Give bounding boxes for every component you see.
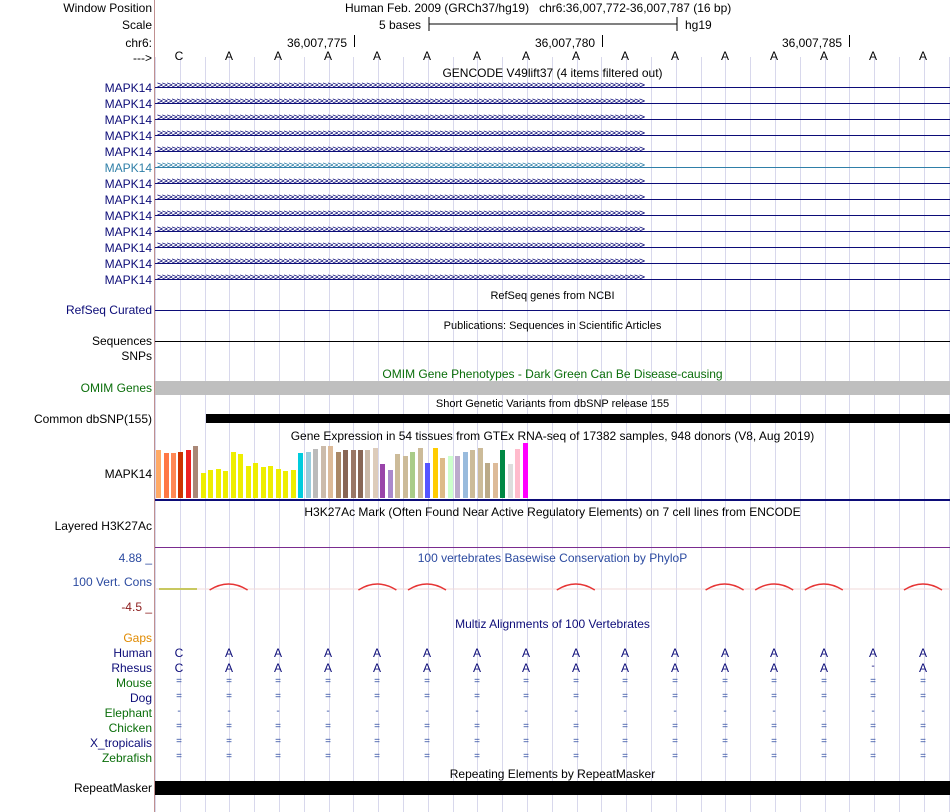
- species-label[interactable]: Zebrafish: [101, 751, 152, 765]
- alignment-base: -: [673, 706, 677, 717]
- gtex-tissue-bar[interactable]: [500, 450, 505, 498]
- species-label[interactable]: X_tropicalis: [89, 736, 152, 750]
- alignment-base: A: [819, 646, 828, 660]
- alignment-base: =: [870, 751, 876, 762]
- gtex-tissue-bar[interactable]: [403, 456, 408, 498]
- gtex-tissue-bar[interactable]: [328, 446, 333, 498]
- omim-title: OMIM Gene Phenotypes - Dark Green Can Be Disease-causing: [382, 367, 723, 381]
- sequences-track-label[interactable]: Sequences: [91, 334, 152, 348]
- alignment-base: =: [573, 691, 579, 702]
- publications-track-line: [155, 341, 950, 342]
- species-label[interactable]: Chicken: [108, 721, 152, 735]
- base-letter: A: [273, 49, 282, 63]
- phylop-track-label[interactable]: 100 Vert. Cons: [72, 575, 152, 589]
- base-letter: A: [372, 49, 381, 63]
- alignment-base: A: [918, 661, 927, 675]
- alignment-base: =: [325, 691, 331, 702]
- gencode-strand-arrows: >>>>>>>>>>>>>>>>>>>>>>>>>>>>>>>>>>>>>>>>>>>>>>>>>>>>>>>>>>>>>>>>>>>>>>>>>>>>>>>>>>>>>>>>>>>>>>>>>>>>: [157, 80, 645, 91]
- alignment-base: A: [620, 661, 629, 675]
- repeatmasker-track-label[interactable]: RepeatMasker: [73, 781, 152, 795]
- phylop-min-label: -4.5 _: [121, 600, 152, 614]
- gencode-item-label[interactable]: MAPK14: [104, 225, 152, 239]
- alignment-base: =: [573, 676, 579, 687]
- alignment-base: =: [275, 736, 281, 747]
- alignment-base: =: [672, 691, 678, 702]
- alignment-base: =: [474, 721, 480, 732]
- alignment-base: =: [821, 721, 827, 732]
- alignment-base: -: [326, 706, 330, 717]
- base-letter: A: [521, 49, 530, 63]
- gtex-tissue-bar[interactable]: [268, 466, 273, 498]
- alignment-base: =: [573, 751, 579, 762]
- gtex-baseline: [155, 499, 950, 501]
- alignment-base: =: [325, 736, 331, 747]
- alignment-base: -: [772, 706, 776, 717]
- species-label[interactable]: Dog: [129, 691, 152, 705]
- position-range: chr6:36,007,772-36,007,787 (16 bp): [539, 1, 732, 15]
- phylop-max-label: 4.88 _: [118, 551, 152, 565]
- phylop-title: 100 vertebrates Basewise Conservation by PhyloP: [417, 551, 688, 565]
- alignment-base: A: [372, 646, 381, 660]
- alignment-base: =: [622, 751, 628, 762]
- alignment-base: A: [819, 661, 828, 675]
- alignment-base: =: [920, 691, 926, 702]
- alignment-base: =: [275, 721, 281, 732]
- alignment-base: A: [670, 646, 679, 660]
- gtex-tissue-bar[interactable]: [261, 467, 266, 498]
- gtex-tissue-bar[interactable]: [156, 450, 161, 498]
- alignment-base: A: [769, 646, 778, 660]
- base-letter: A: [819, 49, 828, 63]
- alignment-base: A: [323, 646, 332, 660]
- tracks-area[interactable]: [155, 0, 950, 812]
- gencode-strand-arrows: >>>>>>>>>>>>>>>>>>>>>>>>>>>>>>>>>>>>>>>>>>>>>>>>>>>>>>>>>>>>>>>>>>>>>>>>>>>>>>>>>>>>>>>>>>>>>>>>>>>>: [157, 240, 645, 251]
- alignment-base: =: [226, 736, 232, 747]
- alignment-base: A: [422, 646, 431, 660]
- alignment-base: -: [723, 706, 727, 717]
- gencode-item-label[interactable]: MAPK14: [104, 209, 152, 223]
- alignment-base: =: [870, 721, 876, 732]
- h3k27ac-track-label[interactable]: Layered H3K27Ac: [54, 519, 152, 533]
- gtex-tissue-bar[interactable]: [343, 450, 348, 498]
- gtex-tissue-bar[interactable]: [478, 448, 483, 498]
- gencode-strand-arrows: >>>>>>>>>>>>>>>>>>>>>>>>>>>>>>>>>>>>>>>>>>>>>>>>>>>>>>>>>>>>>>>>>>>>>>>>>>>>>>>>>>>>>>>>>>>>>>>>>>>>: [157, 96, 645, 107]
- gtex-tissue-bar[interactable]: [253, 463, 258, 498]
- gtex-tissue-bar[interactable]: [291, 470, 296, 498]
- coord-tick-3: 36,007,785: [782, 36, 843, 50]
- gencode-strand-arrows: >>>>>>>>>>>>>>>>>>>>>>>>>>>>>>>>>>>>>>>>>>>>>>>>>>>>>>>>>>>>>>>>>>>>>>>>>>>>>>>>>>>>>>>>>>>>>>>>>>>>: [157, 192, 645, 203]
- alignment-base: =: [722, 691, 728, 702]
- alignment-base: -: [425, 706, 429, 717]
- h3k27ac-title: H3K27Ac Mark (Often Found Near Active Regulatory Elements) on 7 cell lines from ENCODE: [304, 505, 801, 519]
- alignment-base: =: [474, 676, 480, 687]
- gtex-tissue-bar[interactable]: [231, 452, 236, 498]
- alignment-base: =: [722, 676, 728, 687]
- alignment-base: A: [472, 646, 481, 660]
- gtex-tissue-bar[interactable]: [380, 464, 385, 498]
- gencode-item-label[interactable]: MAPK14: [104, 145, 152, 159]
- gtex-tissue-bar[interactable]: [388, 470, 393, 498]
- gtex-tissue-bar[interactable]: [351, 450, 356, 498]
- alignment-base: -: [822, 706, 826, 717]
- gtex-tissue-bar[interactable]: [523, 443, 528, 498]
- omim-track-label[interactable]: OMIM Genes: [80, 381, 152, 395]
- repeatmasker-title: Repeating Elements by RepeatMasker: [449, 767, 656, 781]
- alignment-base: =: [226, 751, 232, 762]
- gtex-tissue-bar[interactable]: [306, 452, 311, 498]
- gencode-strand-arrows: >>>>>>>>>>>>>>>>>>>>>>>>>>>>>>>>>>>>>>>>>>>>>>>>>>>>>>>>>>>>>>>>>>>>>>>>>>>>>>>>>>>>>>>>>>>>>>>>>>>>: [157, 224, 645, 235]
- alignment-base: =: [474, 691, 480, 702]
- alignment-base: -: [475, 706, 479, 717]
- species-label[interactable]: Mouse: [115, 676, 152, 690]
- alignment-base: =: [176, 691, 182, 702]
- alignment-base: A: [273, 646, 282, 660]
- base-letter: A: [620, 49, 629, 63]
- alignment-base: =: [672, 676, 678, 687]
- gtex-tissue-bar[interactable]: [164, 453, 169, 498]
- alignment-base: =: [374, 676, 380, 687]
- alignment-base: A: [868, 646, 877, 660]
- gtex-tissue-bar[interactable]: [238, 454, 243, 498]
- track-labels-column: [0, 0, 154, 812]
- alignment-base: =: [176, 721, 182, 732]
- alignment-base: A: [273, 661, 282, 675]
- refseq-title: RefSeq genes from NCBI: [490, 290, 615, 302]
- gaps-label: Gaps: [123, 631, 152, 645]
- alignment-base: -: [871, 706, 875, 717]
- h3k27ac-baseline: [155, 547, 950, 548]
- alignment-base: =: [771, 676, 777, 687]
- coord-tick-mark-3: [849, 35, 850, 47]
- gencode-item-label[interactable]: MAPK14: [104, 241, 152, 255]
- alignment-base: A: [224, 661, 233, 675]
- gtex-tissue-bar[interactable]: [171, 453, 176, 498]
- alignment-base: A: [620, 646, 629, 660]
- gtex-tissue-bar[interactable]: [216, 469, 221, 498]
- alignment-base: =: [771, 736, 777, 747]
- gencode-title: GENCODE V49lift37 (4 items filtered out): [442, 66, 663, 80]
- gtex-tissue-bar[interactable]: [395, 454, 400, 498]
- alignment-base: =: [325, 751, 331, 762]
- alignment-base: =: [672, 721, 678, 732]
- gtex-tissue-bar[interactable]: [186, 450, 191, 498]
- gtex-tissue-bar[interactable]: [223, 471, 228, 498]
- alignment-base: =: [722, 736, 728, 747]
- base-letter: C: [174, 49, 184, 63]
- alignment-base: =: [821, 736, 827, 747]
- alignment-base: A: [670, 661, 679, 675]
- gtex-tissue-bar[interactable]: [246, 466, 251, 498]
- alignment-base: A: [521, 646, 530, 660]
- multiz-title: Multiz Alignments of 100 Vertebrates: [455, 617, 650, 631]
- gencode-item-label[interactable]: MAPK14: [104, 81, 152, 95]
- base-letter: A: [224, 49, 233, 63]
- gencode-strand-arrows: >>>>>>>>>>>>>>>>>>>>>>>>>>>>>>>>>>>>>>>>>>>>>>>>>>>>>>>>>>>>>>>>>>>>>>>>>>>>>>>>>>>>>>>>>>>>>>>>>>>>: [157, 160, 645, 171]
- species-label[interactable]: Rhesus: [111, 661, 152, 675]
- gencode-strand-arrows: >>>>>>>>>>>>>>>>>>>>>>>>>>>>>>>>>>>>>>>>>>>>>>>>>>>>>>>>>>>>>>>>>>>>>>>>>>>>>>>>>>>>>>>>>>>>>>>>>>>>: [157, 256, 645, 267]
- alignment-base: =: [474, 751, 480, 762]
- gtex-tissue-bar[interactable]: [508, 464, 513, 498]
- snps-track-label[interactable]: SNPs: [121, 349, 152, 363]
- dbsnp-title: Short Genetic Variants from dbSNP release 155: [435, 398, 670, 410]
- alignment-base: =: [722, 751, 728, 762]
- gtex-tissue-bar[interactable]: [313, 449, 318, 498]
- gencode-item-label[interactable]: MAPK14: [104, 113, 152, 127]
- coord-tick-1: 36,007,775: [287, 36, 348, 50]
- alignment-base: =: [523, 721, 529, 732]
- alignment-base: =: [275, 691, 281, 702]
- species-label[interactable]: Human: [113, 646, 152, 660]
- alignment-base: =: [523, 676, 529, 687]
- gencode-strand-arrows: >>>>>>>>>>>>>>>>>>>>>>>>>>>>>>>>>>>>>>>>>>>>>>>>>>>>>>>>>>>>>>>>>>>>>>>>>>>>>>>>>>>>>>>>>>>>>>>>>>>>: [157, 112, 645, 123]
- gtex-tissue-bar[interactable]: [201, 473, 206, 498]
- alignment-base: =: [374, 691, 380, 702]
- gtex-tissue-bar[interactable]: [448, 456, 453, 498]
- alignment-base: =: [226, 676, 232, 687]
- repeatmasker-block[interactable]: [155, 781, 950, 795]
- gtex-tissue-bar[interactable]: [208, 470, 213, 498]
- alignment-base: A: [372, 661, 381, 675]
- alignment-base: =: [722, 721, 728, 732]
- alignment-base: =: [573, 736, 579, 747]
- base-letter: A: [323, 49, 332, 63]
- alignment-base: =: [821, 676, 827, 687]
- gtex-tissue-bar[interactable]: [418, 448, 423, 498]
- alignment-base: -: [871, 661, 875, 672]
- alignment-base: =: [325, 676, 331, 687]
- gencode-item-label[interactable]: MAPK14: [104, 161, 152, 175]
- alignment-base: =: [672, 736, 678, 747]
- alignment-base: A: [472, 661, 481, 675]
- gtex-track-label[interactable]: MAPK14: [104, 467, 152, 481]
- alignment-base: A: [918, 646, 927, 660]
- alignment-base: =: [474, 736, 480, 747]
- refseq-track-line: [155, 310, 950, 311]
- alignment-base: =: [424, 691, 430, 702]
- alignment-base: A: [769, 661, 778, 675]
- gtex-tissue-bar[interactable]: [336, 452, 341, 498]
- alignment-base: =: [920, 721, 926, 732]
- alignment-base: =: [275, 676, 281, 687]
- gencode-strand-arrows: >>>>>>>>>>>>>>>>>>>>>>>>>>>>>>>>>>>>>>>>>>>>>>>>>>>>>>>>>>>>>>>>>>>>>>>>>>>>>>>>>>>>>>>>>>>>>>>>>>>>: [157, 176, 645, 187]
- alignment-base: =: [821, 691, 827, 702]
- gencode-item-label[interactable]: MAPK14: [104, 273, 152, 287]
- alignment-base: =: [573, 721, 579, 732]
- alignment-base: =: [622, 691, 628, 702]
- coord-tick-mark-2: [602, 35, 603, 47]
- gtex-tissue-bar[interactable]: [193, 446, 198, 498]
- alignment-base: =: [771, 691, 777, 702]
- alignment-base: =: [821, 751, 827, 762]
- scale-label: Scale: [121, 18, 152, 32]
- alignment-base: -: [227, 706, 231, 717]
- alignment-base: A: [720, 646, 729, 660]
- gtex-tissue-bar[interactable]: [433, 448, 438, 498]
- gencode-strand-arrows: >>>>>>>>>>>>>>>>>>>>>>>>>>>>>>>>>>>>>>>>>>>>>>>>>>>>>>>>>>>>>>>>>>>>>>>>>>>>>>>>>>>>>>>>>>>>>>>>>>>>: [157, 128, 645, 139]
- alignment-base: =: [275, 751, 281, 762]
- gtex-tissue-bar[interactable]: [373, 448, 378, 498]
- publications-title: Publications: Sequences in Scientific Articles: [443, 320, 662, 332]
- alignment-base: A: [571, 646, 580, 660]
- base-letter: A: [769, 49, 778, 63]
- gtex-tissue-bar[interactable]: [410, 452, 415, 498]
- refseq-track-label[interactable]: RefSeq Curated: [65, 303, 152, 317]
- gtex-tissue-bar[interactable]: [358, 450, 363, 498]
- gtex-tissue-bar[interactable]: [470, 450, 475, 498]
- window-position-label: Window Position: [63, 1, 152, 15]
- assembly-name: Human Feb. 2009 (GRCh37/hg19): [345, 1, 530, 15]
- gtex-tissue-bar[interactable]: [298, 453, 303, 498]
- scale-db: hg19: [685, 18, 712, 32]
- gtex-tissue-bar[interactable]: [283, 471, 288, 498]
- alignment-base: =: [523, 751, 529, 762]
- alignment-base: -: [524, 706, 528, 717]
- gtex-tissue-bar[interactable]: [455, 456, 460, 498]
- alignment-base: -: [574, 706, 578, 717]
- alignment-base: =: [870, 691, 876, 702]
- alignment-base: =: [920, 736, 926, 747]
- alignment-base: =: [374, 721, 380, 732]
- alignment-base: A: [323, 661, 332, 675]
- alignment-base: =: [771, 721, 777, 732]
- alignment-base: -: [177, 706, 181, 717]
- alignment-base: =: [424, 751, 430, 762]
- gtex-tissue-bar[interactable]: [425, 463, 430, 498]
- alignment-base: A: [422, 661, 431, 675]
- alignment-base: A: [521, 661, 530, 675]
- base-letter: A: [571, 49, 580, 63]
- gtex-tissue-bar[interactable]: [463, 452, 468, 498]
- base-letter: A: [918, 49, 927, 63]
- base-letter: A: [422, 49, 431, 63]
- coord-tick-2: 36,007,780: [535, 36, 596, 50]
- alignment-base: =: [374, 736, 380, 747]
- gtex-title: Gene Expression in 54 tissues from GTEx RNA-seq of 17382 samples, 948 donors (V8, Aug 2019): [290, 429, 815, 443]
- gtex-tissue-bar[interactable]: [515, 449, 520, 498]
- gencode-item-label[interactable]: MAPK14: [104, 97, 152, 111]
- alignment-base: =: [870, 676, 876, 687]
- alignment-base: =: [771, 751, 777, 762]
- base-letter: A: [670, 49, 679, 63]
- alignment-base: -: [921, 706, 925, 717]
- species-label[interactable]: Elephant: [104, 706, 152, 720]
- gencode-item-label[interactable]: MAPK14: [104, 257, 152, 271]
- alignment-base: A: [720, 661, 729, 675]
- alignment-base: =: [622, 721, 628, 732]
- alignment-base: =: [424, 736, 430, 747]
- strand-label: --->: [133, 51, 152, 65]
- alignment-base: C: [174, 646, 184, 660]
- gtex-tissue-bar[interactable]: [276, 469, 281, 498]
- dbsnp-track-label[interactable]: Common dbSNP(155): [33, 412, 152, 426]
- gencode-item-label[interactable]: MAPK14: [104, 177, 152, 191]
- omim-track-block[interactable]: [155, 381, 950, 395]
- alignment-base: -: [375, 706, 379, 717]
- gtex-tissue-bar[interactable]: [321, 446, 326, 498]
- alignment-base: =: [226, 691, 232, 702]
- gencode-strand-arrows: >>>>>>>>>>>>>>>>>>>>>>>>>>>>>>>>>>>>>>>>>>>>>>>>>>>>>>>>>>>>>>>>>>>>>>>>>>>>>>>>>>>>>>>>>>>>>>>>>>>>: [157, 208, 645, 219]
- alignment-base: =: [176, 736, 182, 747]
- gencode-item-label[interactable]: MAPK14: [104, 193, 152, 207]
- base-letter: A: [868, 49, 877, 63]
- gtex-tissue-bar[interactable]: [365, 450, 370, 498]
- alignment-base: =: [672, 751, 678, 762]
- alignment-base: =: [523, 691, 529, 702]
- alignment-base: A: [571, 661, 580, 675]
- gencode-strand-arrows: >>>>>>>>>>>>>>>>>>>>>>>>>>>>>>>>>>>>>>>>>>>>>>>>>>>>>>>>>>>>>>>>>>>>>>>>>>>>>>>>>>>>>>>>>>>>>>>>>>>>: [157, 144, 645, 155]
- gtex-tissue-bar[interactable]: [485, 463, 490, 498]
- gtex-tissue-bar[interactable]: [493, 463, 498, 498]
- base-letter: A: [472, 49, 481, 63]
- scale-text: 5 bases: [379, 18, 422, 32]
- alignment-base: =: [920, 751, 926, 762]
- gtex-tissue-bar[interactable]: [178, 452, 183, 498]
- alignment-base: =: [226, 721, 232, 732]
- alignment-base: =: [176, 676, 182, 687]
- coord-tick-mark-1: [354, 35, 355, 47]
- alignment-base: =: [325, 721, 331, 732]
- alignment-base: =: [622, 736, 628, 747]
- alignment-base: =: [622, 676, 628, 687]
- gencode-strand-arrows: >>>>>>>>>>>>>>>>>>>>>>>>>>>>>>>>>>>>>>>>>>>>>>>>>>>>>>>>>>>>>>>>>>>>>>>>>>>>>>>>>>>>>>>>>>>>>>>>>>>>: [157, 272, 645, 283]
- phylop-track[interactable]: [155, 580, 950, 600]
- alignment-base: -: [276, 706, 280, 717]
- gtex-tissue-bar[interactable]: [440, 458, 445, 498]
- alignment-base: =: [920, 676, 926, 687]
- alignment-base: =: [870, 736, 876, 747]
- alignment-base: =: [523, 736, 529, 747]
- base-letter: A: [720, 49, 729, 63]
- alignment-base: C: [174, 661, 184, 675]
- alignment-base: -: [623, 706, 627, 717]
- dbsnp-track-block[interactable]: [206, 414, 950, 423]
- alignment-base: A: [224, 646, 233, 660]
- alignment-base: =: [176, 751, 182, 762]
- gencode-item-label[interactable]: MAPK14: [104, 129, 152, 143]
- chrom-label: chr6:: [125, 36, 152, 50]
- alignment-base: =: [424, 676, 430, 687]
- alignment-base: =: [424, 721, 430, 732]
- alignment-base: =: [374, 751, 380, 762]
